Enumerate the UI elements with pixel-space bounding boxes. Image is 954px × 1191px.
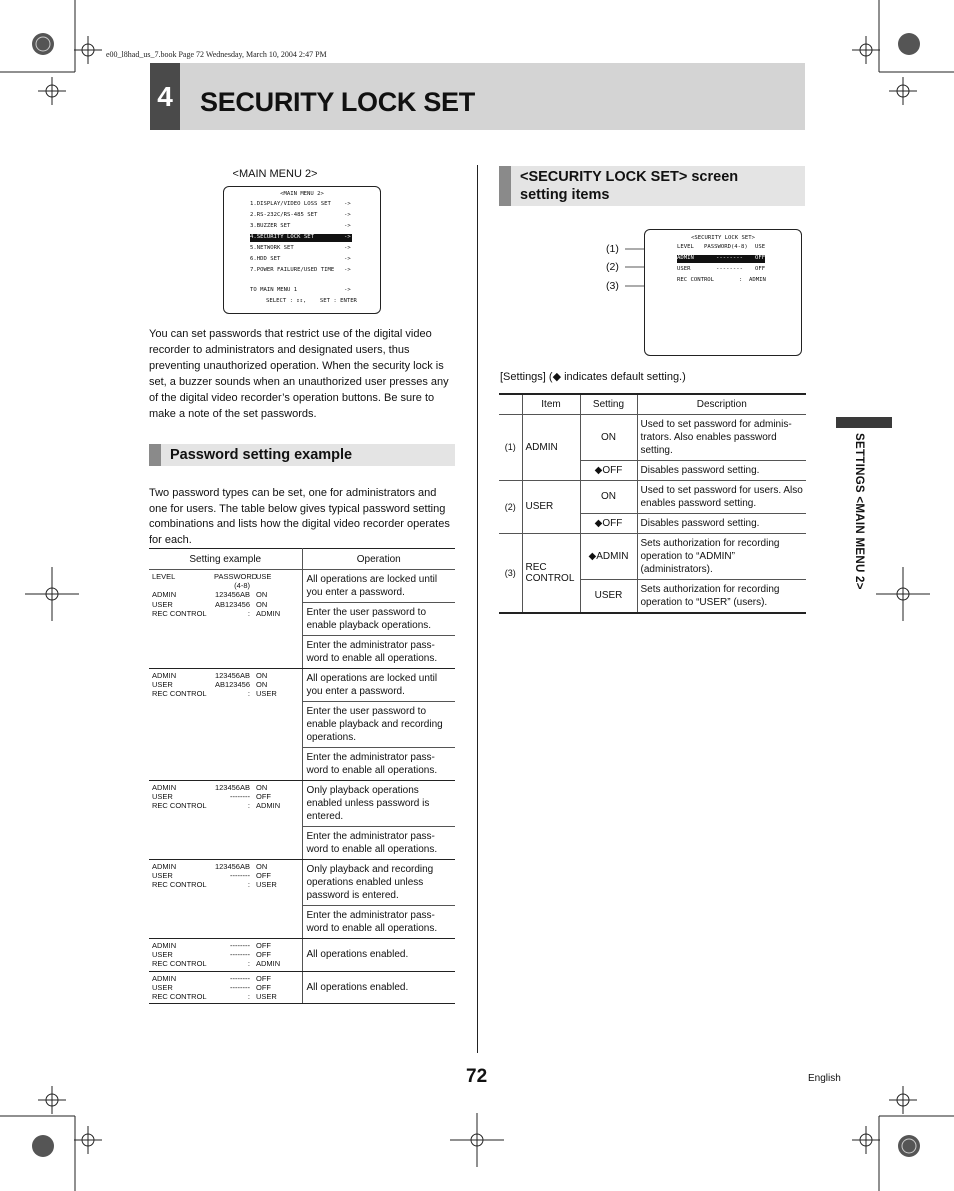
setting-example: LEVEL PASSWORD (4-8) USE ADMIN 123456AB ON USER AB123456 ON REC CONTROL : ADMIN [149,570,302,669]
side-tab-marker [836,417,892,428]
password-example-table [149,548,455,1004]
col-header-setting: Setting [580,394,637,414]
operation-cell: Enter the administrator pass-word to enable all operations. [302,748,455,781]
menu-arrow: -> [344,212,351,218]
menu-arrow: -> [344,267,351,273]
screen-row-admin: ADMIN [677,255,694,261]
setting-example: ADMIN 123456AB ON USER -------- OFF REC CONTROL : USER [149,860,302,939]
screen-header-password: PASSWORD(4-8) [704,244,748,250]
item-number: (2) [499,480,522,533]
menu-arrow: -> [344,245,351,251]
password-section-title: Password setting example [170,447,353,463]
setting-example: ADMIN 123456AB ON USER -------- OFF REC CONTROL : ADMIN [149,781,302,860]
screen-row-user: USER [677,266,691,272]
col-header-operation: Operation [302,549,455,570]
menu-back-item: TO MAIN MENU 1 [250,287,298,293]
file-header: e00_l8had_us_7.book Page 72 Wednesday, March 10, 2004 2:47 PM [106,50,327,59]
screen-title: <MAIN MENU 2> [280,191,324,197]
setting-value: ◆OFF [580,460,637,480]
column-divider [477,165,478,1053]
screen-row-rec-control: REC CONTROL [677,277,715,283]
screen-row-use: OFF [755,266,766,272]
heading-marker [149,444,161,466]
screen-header-use: USE [755,244,766,250]
setting-example: ADMIN -------- OFF USER -------- OFF REC CONTROL : ADMIN [149,939,302,972]
menu-arrow: -> [344,256,351,262]
setting-value: ON [580,414,637,460]
setting-description: Disables password setting. [637,513,806,533]
intro-paragraph: You can set passwords that restrict use of the digital video recorder to administrators and designated users, thus preventing unauthorized operation. When the security lock is set, a buzzer sounds when an unauthorized user presses any of the digital video recorder’s operation buttons. Be sure to make a note of the set passwords. [149,328,449,420]
operation-cell: Enter the administrator pass-word to enable all operations. [302,827,455,860]
operation-cell: Enter the user password to enable playback operations. [302,603,455,636]
table-row [149,781,455,827]
menu-item: 2.RS-232C/RS-485 SET [250,212,318,218]
screen-row-value: -------- [716,266,743,272]
item-name: USER [522,480,580,533]
language-label: English [808,1073,841,1084]
table-row [499,414,806,460]
screen-row-value: : [739,277,743,283]
password-section-heading [149,444,455,466]
security-section-title [511,166,738,206]
menu-arrow: -> [344,223,351,229]
operation-cell: All operations enabled. [302,971,455,1004]
operation-cell: Enter the administrator pass-word to enable all operations. [302,906,455,939]
table-row [149,669,455,702]
item-name: ADMIN [522,414,580,480]
col-header-description: Description [637,394,806,414]
password-intro: Two password types can be set, one for administrators and one for users. The table below gives typical password setting combinations and lists how the digital video recorder operates for each. [149,487,450,546]
setting-value: ◆ADMIN [580,533,637,579]
screen-row-use: OFF [755,255,766,261]
operation-cell: Only playback operations enabled unless password is entered. [302,781,455,827]
setting-value: ON [580,480,637,513]
settings-caption: [Settings] (◆ indicates default setting.) [500,371,686,383]
col-header-num [499,394,522,414]
operation-cell: All operations enabled. [302,939,455,972]
setting-description: Disables password setting. [637,460,806,480]
page-title: SECURITY LOCK SET [200,87,475,117]
setting-description: Used to set password for users. Also enables password setting. [637,480,806,513]
menu-item: 1.DISPLAY/VIDEO LOSS SET [250,201,331,207]
screen-title: <SECURITY LOCK SET> [691,235,755,241]
item-number: (1) [499,414,522,480]
item-number: (3) [499,533,522,613]
menu-item: 5.NETWORK SET [250,245,294,251]
setting-description: Used to set password for adminis-trators. Also enables password setting. [637,414,806,460]
callout-label: (1) [606,243,619,255]
side-tab-label: SETTINGS <MAIN MENU 2> [853,433,865,590]
menu-arrow: -> [344,201,351,207]
table-row [499,480,806,513]
security-lock-screen [644,229,802,356]
screen-row-use: ADMIN [749,277,766,283]
menu-item-selected: 4.SECURITY LOCK SET [250,234,314,240]
setting-description: Sets authorization for recording operation to “USER” (users). [637,579,806,613]
table-row [499,533,806,579]
col-header-setting-example: Setting example [149,549,302,570]
menu-item: 7.POWER FAILURE/USED TIME [250,267,335,273]
menu-arrow: -> [344,234,351,240]
security-section-heading [499,166,805,206]
setting-value: ◆OFF [580,513,637,533]
main-menu-caption: <MAIN MENU 2> [232,168,318,180]
menu-item: 3.BUZZER SET [250,223,291,229]
table-row [149,939,455,972]
setting-description: Sets authorization for recording operation to “ADMIN” (administrators). [637,533,806,579]
setting-example: ADMIN 123456AB ON USER AB123456 ON REC CONTROL : USER [149,669,302,781]
operation-cell: All operations are locked until you enter a password. [302,669,455,702]
screen-header-level: LEVEL [677,244,694,250]
chapter-number: 4 [150,63,180,130]
table-row [149,971,455,1004]
col-header-item: Item [522,394,580,414]
screen-row-value: -------- [716,255,743,261]
table-row [149,860,455,906]
callout-label: (3) [606,280,619,292]
settings-table [499,393,806,614]
operation-cell: Only playback and recording operations enabled unless password is entered. [302,860,455,906]
security-section-title-line2: setting items [520,187,610,203]
callout-label: (2) [606,261,619,273]
item-name: REC CONTROL [522,533,580,613]
setting-value: USER [580,579,637,613]
security-section-title-line1: <SECURITY LOCK SET> screen [520,169,739,185]
heading-marker [499,166,511,206]
main-menu-screen [223,186,381,314]
menu-footer: SELECT : ↕⇕, SET : ENTER [266,298,357,304]
menu-item: 6.HDD SET [250,256,281,262]
operation-cell: All operations are locked until you enter a password. [302,570,455,603]
page-number: 72 [466,1066,488,1087]
operation-cell: Enter the user password to enable playback and recording operations. [302,702,455,748]
menu-arrow: -> [344,287,351,293]
operation-cell: Enter the administrator pass-word to enable all operations. [302,636,455,669]
table-row [149,570,455,603]
setting-example: ADMIN -------- OFF USER -------- OFF REC CONTROL : USER [149,971,302,1004]
